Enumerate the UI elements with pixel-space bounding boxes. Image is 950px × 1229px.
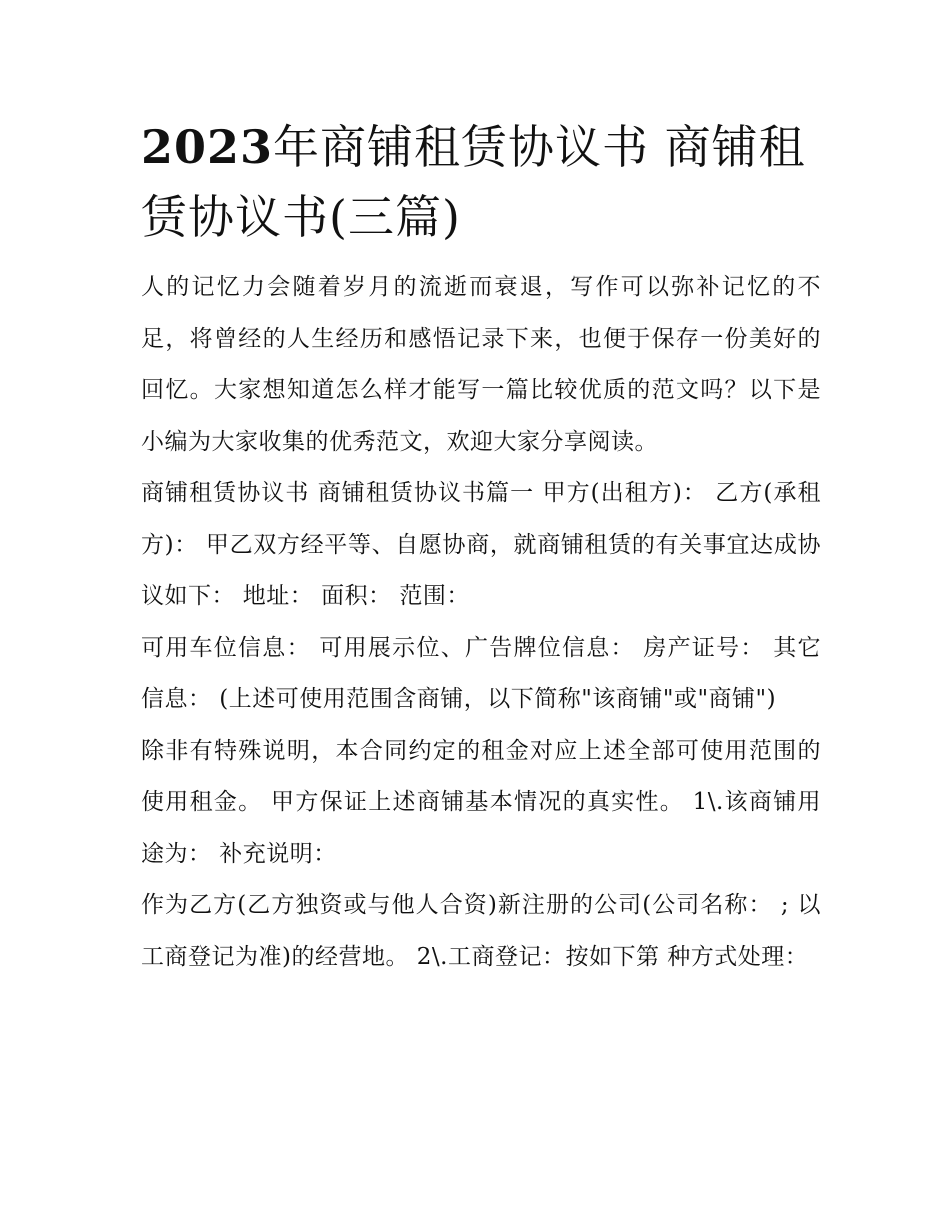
- title-year: 2023: [141, 120, 274, 174]
- document-title: [141, 112, 821, 252]
- document-body: [141, 112, 821, 983]
- title-text: 年商铺租赁协议书 商铺租赁协议书(三篇): [141, 120, 806, 244]
- paragraph-rent-usage: 除非有特殊说明，本合同约定的租金对应上述全部可使用范围的使用租金。 甲方保证上述商铺基本情况的真实性。 1\.该商铺用途为： 补充说明：: [141, 737, 821, 867]
- paragraph-registration: 作为乙方(乙方独资或与他人合资)新注册的公司(公司名称： ; 以工商登记为准)的经营地。 2\.工商登记：按如下第 种方式处理：: [141, 892, 821, 970]
- paragraph-intro: 人的记忆力会随着岁月的流逝而衰退，写作可以弥补记忆的不足，将曾经的人生经历和感悟记录下来，也便于保存一份美好的回忆。大家想知道怎么样才能写一篇比较优质的范文吗？以下是小编为大家收集的优秀范文，欢迎大家分享阅读。: [141, 274, 821, 455]
- paragraph-parties: 商铺租赁协议书 商铺租赁协议书篇一 甲方(出租方)： 乙方(承租方)： 甲乙双方经平等、自愿协商，就商铺租赁的有关事宜达成协议如下： 地址： 面积： 范围：: [141, 480, 821, 609]
- paragraph-property-info: 可用车位信息： 可用展示位、广告牌位信息： 房产证号： 其它信息： (上述可使用范围含商铺，以下简称"该商铺"或"商铺"): [141, 634, 821, 712]
